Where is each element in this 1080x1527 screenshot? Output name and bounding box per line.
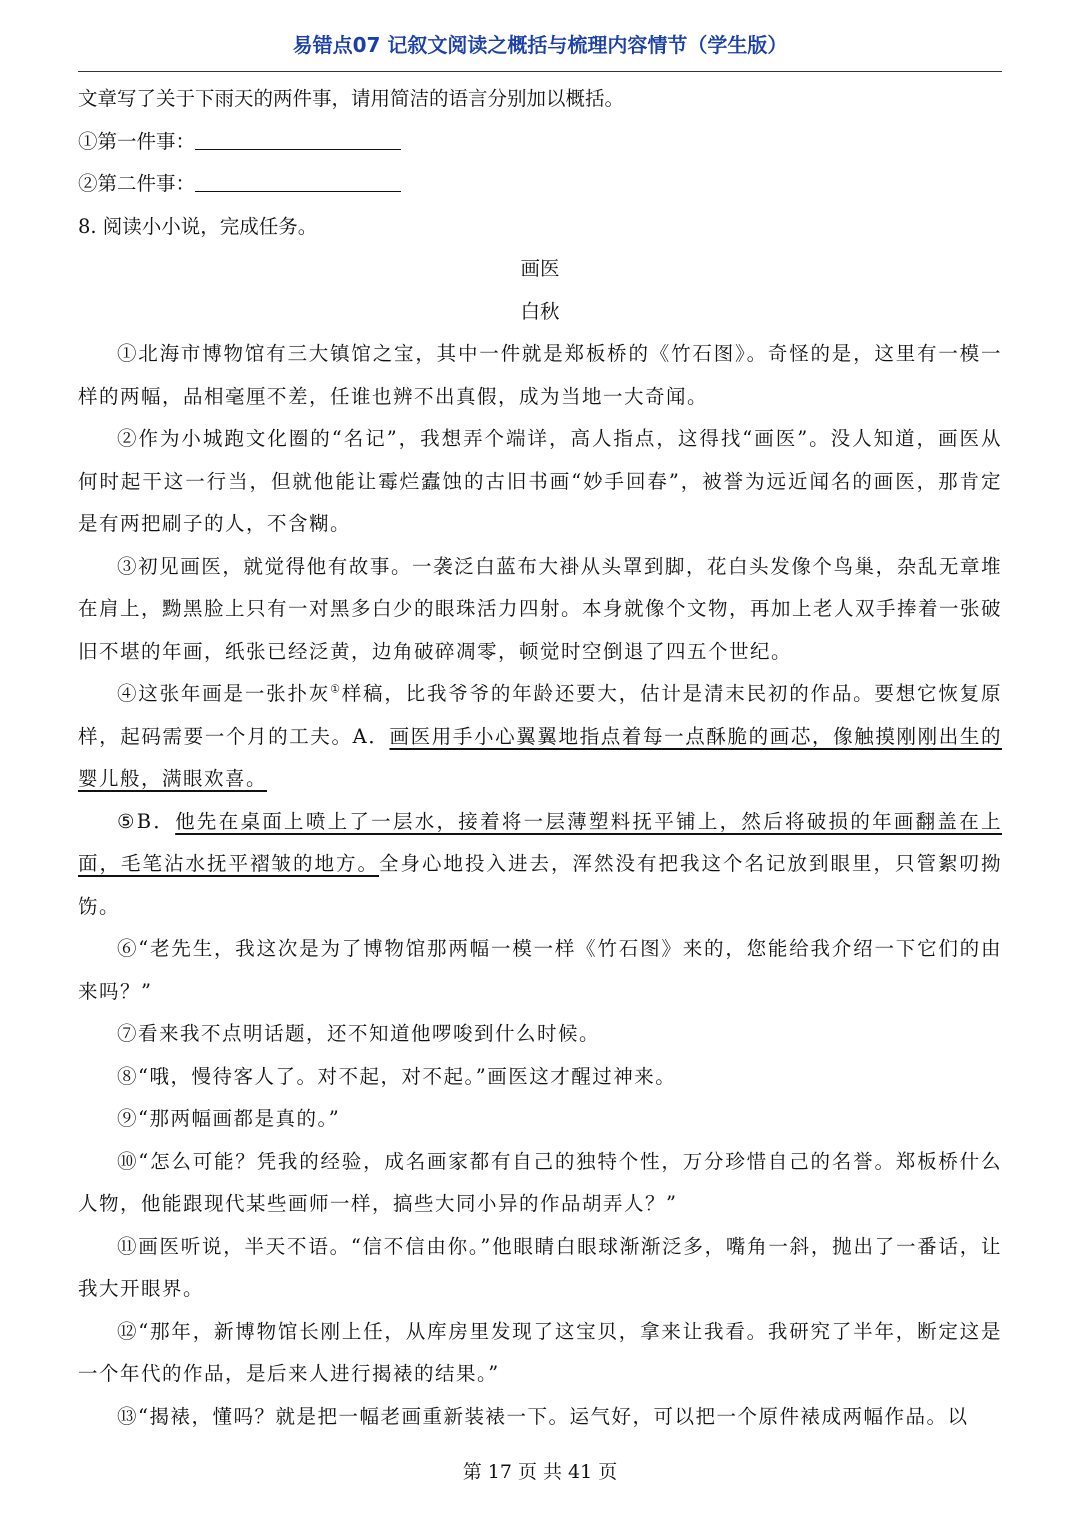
story-paragraph-10: ⑩“怎么可能？凭我的经验，成名画家都有自己的独特个性，万分珍惜自己的名誉。郑板桥什么人物，他能跟现代某些画师一样，搞些大同小异的作品胡弄人？” [78,1149,1002,1215]
question-prompt: 文章写了关于下雨天的两件事，请用简洁的语言分别加以概括。 [78,87,625,110]
page-number: 第 17 页 共 41 页 [462,1461,618,1483]
story-paragraph-7: ⑦看来我不点明话题，还不知道他啰唆到什么时候。 [117,1022,601,1045]
question-8-prompt: 8. 阅读小小说，完成任务。 [78,214,318,238]
story-paragraph-13: ⑬“揭裱，懂吗？就是把一幅老画重新装裱一下。运气好，可以把一个原件裱成两幅作品。以 [117,1404,969,1428]
story-paragraph-6: ⑥“老先生，我这次是为了博物馆那两幅一模一样《竹石图》来的，您能给我介绍一下它们的由来吗？” [78,937,1002,1003]
page-content [78,78,1002,1438]
underlined-sentence-b: 他先在桌面上喷上了一层水，接着将一层薄塑料抚平铺上，然后将破损的年画翻盖在上面，毛笔沾水抚平褶皱的地方。 [78,809,1002,875]
story-paragraph-5 [78,801,1002,929]
answer-label-1: ①第一件事： [78,129,196,153]
paragraph-5-text-a: ⑤B． [117,809,176,833]
story-paragraph-9: ⑨“那两幅画都是真的。” [117,1107,341,1130]
story-paragraph-4 [78,673,1002,801]
paragraph-5-text-b: 全身心地投入进去，浑然没有把我这个名记放到眼里，只管絮叨拗饬。 [78,852,1002,918]
answer-label-2: ②第二件事： [78,172,196,195]
story-title: 画医 [520,257,560,280]
header-divider [78,71,1002,72]
story-paragraph-1: ①北海市博物馆有三大镇馆之宝，其中一件就是郑板桥的《竹石图》。奇怪的是，这里有一模一样的两幅，品相毫厘不差，任谁也辨不出真假，成为当地一大奇闻。 [78,342,1002,408]
answer-line-2 [78,163,1002,206]
answer-blank-1[interactable] [195,125,401,150]
page-header-title: 易错点07 记叙文阅读之概括与梳理内容情节（学生版） [292,33,788,57]
story-paragraph-3: ③初见画医，就觉得他有故事。一袭泛白蓝布大褂从头罩到脚，花白头发像个鸟巢，杂乱无章堆在肩上，黝黑脸上只有一对黑多白少的眼珠活力四射。本身就像个文物，再加上老人双手捧着一张破旧不堪的年画，纸张已经泛黄，边角破碎凋零，顿觉时空倒退了四五个世纪。 [78,554,1003,663]
story-paragraph-2: ②作为小城跑文化圈的“名记”，我想弄个端详，高人指点，这得找“画医”。没人知道，画医从何时起干这一行当，但就他能让霉烂蠹蚀的古旧书画“妙手回春”，被誉为远近闻名的画医，那肯定是有两把刷子的人，不含糊。 [78,427,1002,535]
story-paragraph-12: ⑫“那年，新博物馆长刚上任，从库房里发现了这宝贝，拿来让我看。我研究了半年，断定这是一个年代的作品，是后来人进行揭裱的结果。” [78,1319,1002,1385]
underlined-sentence-a: 画医用手小心翼翼地指点着每一点酥脆的画芯，像触摸刚刚出生的婴儿般，满眼欢喜。 [78,724,1002,790]
paragraph-4-text-b: 样稿，比我爷爷的年龄还要大，估计是清末民初的作品。要想它恢复原样，起码需要一个月的工夫。A． [78,682,1002,748]
story-paragraph-11: ⑪画医听说，半天不语。“信不信由你。”他眼睛白眼球渐渐泛多，嘴角一斜，抛出了一番话，让我大开眼界。 [78,1234,1002,1300]
paragraph-4-text-a: ④这张年画是一张扑灰 [117,682,331,705]
footnote-marker: ① [330,682,342,696]
answer-line-1 [78,121,1002,164]
answer-blank-2[interactable] [195,167,401,192]
story-author: 白秋 [520,299,560,323]
story-paragraph-8: ⑧“哦，慢待客人了。对不起，对不起。”画医这才醒过神来。 [117,1064,677,1088]
